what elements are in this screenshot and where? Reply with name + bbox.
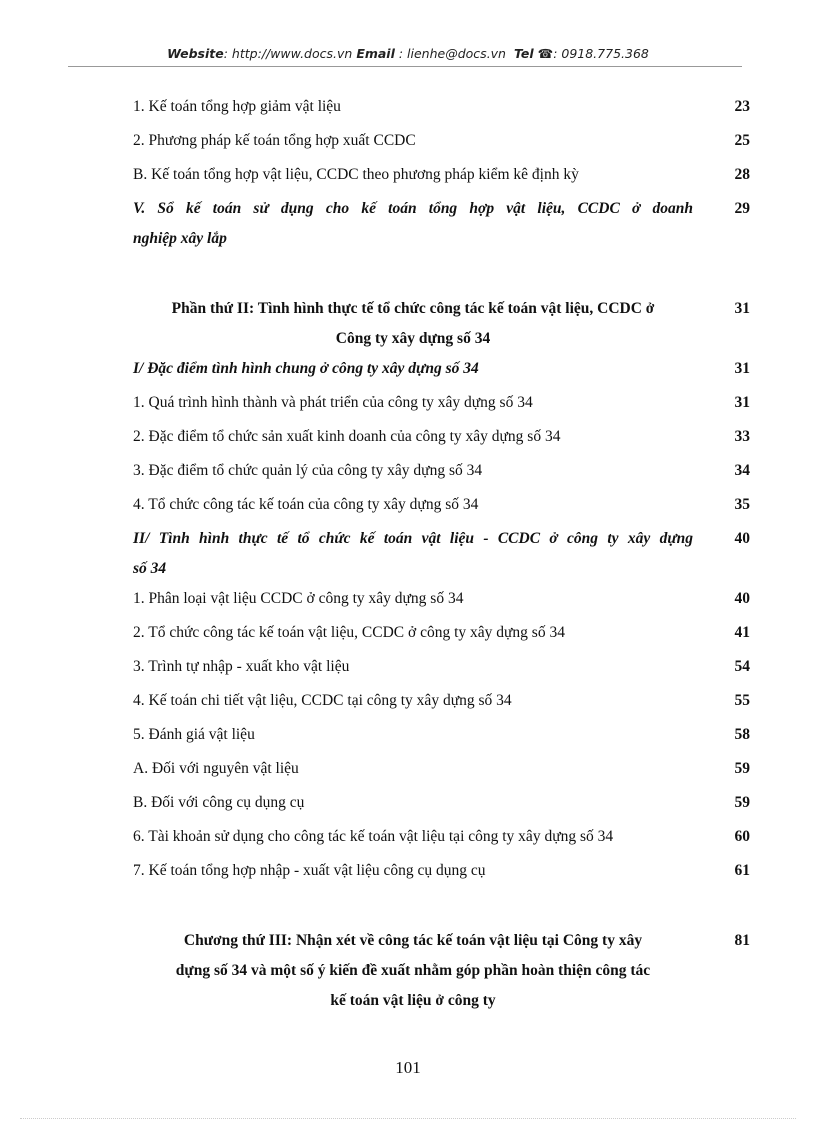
toc-entry-page: 35 <box>734 496 750 513</box>
tel-value: : 0918.775.368 <box>553 46 649 61</box>
toc-line: II/ Tình hình thực tế tổ chức kế toán vật liệu - CCDC ở công ty xây dựng <box>133 530 693 547</box>
toc-row <box>133 456 753 490</box>
table-of-contents <box>133 92 753 1016</box>
toc-entry-text: A. Đối với nguyên vật liệu <box>133 760 299 777</box>
toc-row <box>133 422 753 456</box>
toc-entry-page: 31 <box>734 360 750 377</box>
toc-entry-page: 54 <box>734 658 750 675</box>
website-value[interactable]: : http://www.docs.vn <box>223 46 353 61</box>
spacer <box>133 890 753 926</box>
toc-row <box>133 584 753 618</box>
email-label: Email <box>356 46 395 61</box>
toc-entry-page: 81 <box>734 932 750 949</box>
toc-entry-text: 4. Tổ chức công tác kế toán của công ty xây dựng số 34 <box>133 496 479 513</box>
toc-entry-page: 34 <box>734 462 750 479</box>
toc-row <box>133 618 753 652</box>
email-value[interactable]: : lienhe@docs.vn <box>394 46 506 61</box>
toc-entry-text: 4. Kế toán chi tiết vật liệu, CCDC tại công ty xây dựng số 34 <box>133 692 512 709</box>
toc-line: Công ty xây dựng số 34 <box>335 330 491 347</box>
toc-entry-page: 58 <box>734 726 750 743</box>
toc-part-heading <box>133 294 693 354</box>
toc-line: V. Sổ kế toán sử dụng cho kế toán tổng hợp vật liệu, CCDC ở doanh <box>133 200 693 217</box>
toc-entry-page: 33 <box>734 428 750 445</box>
toc-entry-page: 25 <box>734 132 750 149</box>
toc-entry-text: 1. Phân loại vật liệu CCDC ở công ty xây dựng số 34 <box>133 590 464 607</box>
toc-line: số 34 <box>133 560 167 577</box>
toc-entry-page: 31 <box>734 394 750 411</box>
toc-entry-text: 5. Đánh giá vật liệu <box>133 726 255 743</box>
toc-row <box>133 92 753 126</box>
toc-row <box>133 354 753 388</box>
toc-entry-text: 3. Trình tự nhập - xuất kho vật liệu <box>133 658 350 675</box>
toc-row <box>133 194 753 254</box>
toc-line: nghiệp xây lắp <box>133 230 227 247</box>
toc-row <box>133 754 753 788</box>
toc-row <box>133 652 753 686</box>
toc-entry-text: 2. Đặc điểm tổ chức sản xuất kinh doanh của công ty xây dựng số 34 <box>133 428 561 445</box>
toc-entry-page: 59 <box>734 794 750 811</box>
toc-entry-text: 6. Tài khoản sử dụng cho công tác kế toán vật liệu tại công ty xây dựng số 34 <box>133 828 614 845</box>
toc-entry-text: 2. Tổ chức công tác kế toán vật liệu, CCDC ở công ty xây dựng số 34 <box>133 624 565 641</box>
toc-entry-page: 28 <box>734 166 750 183</box>
toc-row <box>133 160 753 194</box>
toc-line: kế toán vật liệu ở công ty <box>330 992 496 1009</box>
toc-entry-page: 41 <box>734 624 750 641</box>
toc-entry-page: 40 <box>734 590 750 607</box>
toc-line: Chương thứ III: Nhận xét về công tác kế toán vật liệu tại Công ty xây <box>183 932 643 949</box>
footer-divider <box>20 1118 796 1119</box>
toc-row <box>133 856 753 890</box>
toc-entry-text: B. Kế toán tổng hợp vật liệu, CCDC theo phương pháp kiểm kê định kỳ <box>133 166 579 183</box>
toc-chapter-heading <box>133 926 693 1016</box>
toc-row <box>133 788 753 822</box>
toc-row <box>133 524 753 584</box>
website-label: Website <box>167 46 224 61</box>
toc-line: Phần thứ II: Tình hình thực tế tổ chức công tác kế toán vật liệu, CCDC ở <box>171 300 655 317</box>
toc-row <box>133 822 753 856</box>
toc-section-heading <box>133 194 693 254</box>
toc-entry-text: 1. Quá trình hình thành và phát triển của công ty xây dựng số 34 <box>133 394 533 411</box>
toc-entry-page: 55 <box>734 692 750 709</box>
toc-entry-page: 29 <box>734 200 750 217</box>
toc-line: dựng số 34 và một số ý kiến đề xuất nhằm góp phần hoàn thiện công tác <box>175 962 651 979</box>
toc-row <box>133 126 753 160</box>
toc-entry-text: 3. Đặc điểm tổ chức quản lý của công ty xây dựng số 34 <box>133 462 483 479</box>
toc-entry-page: 61 <box>734 862 750 879</box>
toc-row <box>133 686 753 720</box>
toc-entry-page: 40 <box>734 530 750 547</box>
toc-row <box>133 490 753 524</box>
toc-row <box>133 720 753 754</box>
toc-entry-text: B. Đối với công cụ dụng cụ <box>133 794 305 811</box>
toc-row <box>133 926 753 1016</box>
toc-section-heading: I/ Đặc điểm tình hình chung ở công ty xây dựng số 34 <box>133 360 479 377</box>
toc-entry-page: 23 <box>734 98 750 115</box>
toc-entry-text: 2. Phương pháp kế toán tổng hợp xuất CCDC <box>133 132 416 149</box>
toc-entry-page: 59 <box>734 760 750 777</box>
toc-entry-text: 7. Kế toán tổng hợp nhập - xuất vật liệu công cụ dụng cụ <box>133 862 486 879</box>
page-header <box>0 46 816 61</box>
spacer <box>133 254 753 294</box>
page-number: 101 <box>395 1058 421 1077</box>
toc-row <box>133 294 753 354</box>
tel-label: Tel <box>513 46 534 61</box>
phone-icon: ☎ <box>537 46 554 61</box>
toc-entry-text: 1. Kế toán tổng hợp giảm vật liệu <box>133 98 341 115</box>
toc-entry-page: 60 <box>734 828 750 845</box>
toc-entry-page: 31 <box>734 300 750 317</box>
toc-section-heading <box>133 524 693 584</box>
toc-row <box>133 388 753 422</box>
header-divider <box>68 66 742 67</box>
